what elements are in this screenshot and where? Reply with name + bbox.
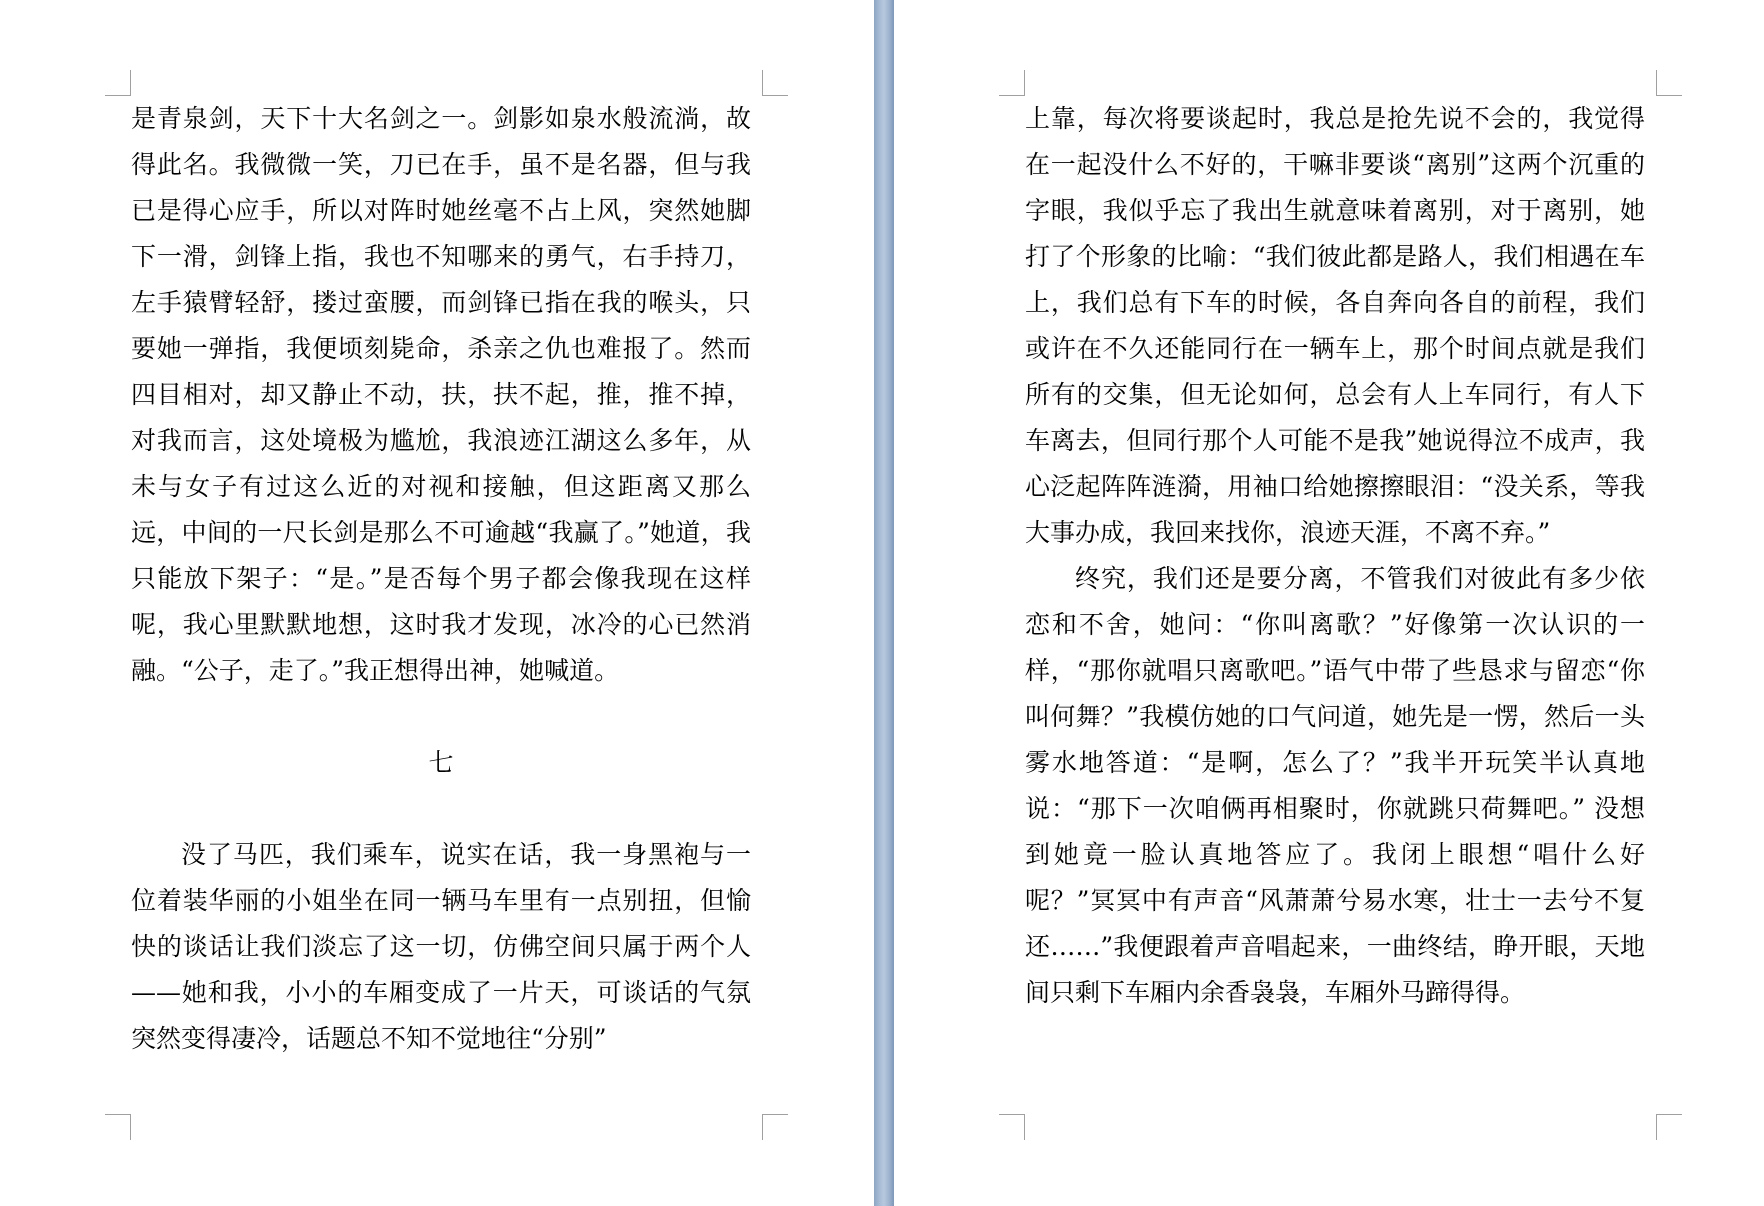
page-divider — [874, 0, 894, 1206]
paragraph: 没了马匹，我们乘车，说实在话，我一身黑袍与一位着装华丽的小姐坐在同一辆马车里有一点别扭，但愉快的谈话让我们淡忘了这一切，仿佛空间只属于两个人——她和我，小小的车厢变成了一片天，可谈话的气氛突然变得凄冷，话题总不知不觉地往“分别” — [131, 840, 751, 1053]
margin-corner-bottom-right — [762, 1114, 788, 1140]
margin-corner-top-right — [762, 70, 788, 96]
chapter-heading: 七 — [428, 748, 454, 777]
paragraph: 终究，我们还是要分离，不管我们对彼此有多少依恋和不舍，她问：“你叫离歌？”好像第一次认识的一样，“那你就唱只离歌吧。”语气中带了些恳求与留恋“你叫何舞？”我模仿她的口气问道，她先是一愣，然后一头雾水地答道：“是啊，怎么了？”我半开玩笑半认真地说：“那下一次咱俩再相聚时，你就跳只荷舞吧。” 没想到她竟一脸认真地答应了。我闭上眼想“唱什么好呢？”冥冥中有声音“风萧萧兮易水寒，壮士一去兮不复还……”我便跟着声音唱起来，一曲终结，睁开眼，天地间只剩下车厢内余香袅袅，车厢外马蹄得得。 — [1025, 564, 1645, 1007]
margin-corner-top-right — [1656, 70, 1682, 96]
margin-corner-top-left — [105, 70, 131, 96]
margin-corner-bottom-left — [105, 1114, 131, 1140]
margin-corner-bottom-right — [1656, 1114, 1682, 1140]
margin-corner-top-left — [999, 70, 1025, 96]
right-page-text — [1025, 96, 1645, 1016]
paragraph: 上靠，每次将要谈起时，我总是抢先说不会的，我觉得在一起没什么不好的，干嘛非要谈“离别”这两个沉重的字眼，我似乎忘了我出生就意味着离别，对于离别，她打了个形象的比喻：“我们彼此都是路人，我们相遇在车上，我们总有下车的时候，各自奔向各自的前程，我们或许在不久还能同行在一辆车上，那个时间点就是我们所有的交集，但无论如何，总会有人上车同行，有人下车离去，但同行那个人可能不是我”她说得泣不成声，我心泛起阵阵涟漪，用袖口给她擦擦眼泪：“没关系，等我大事办成，我回来找你，浪迹天涯，不离不弃。” — [1025, 104, 1645, 547]
margin-corner-bottom-left — [999, 1114, 1025, 1140]
left-page — [0, 0, 874, 1206]
left-page-text — [131, 96, 751, 1062]
paragraph: 是青泉剑，天下十大名剑之一。剑影如泉水般流淌，故得此名。我微微一笑，刀已在手，虽不是名器，但与我已是得心应手，所以对阵时她丝毫不占上风，突然她脚下一滑，剑锋上指，我也不知哪来的勇气，右手持刀，左手猿臂轻舒，搂过蛮腰，而剑锋已指在我的喉头，只要她一弹指，我便顷刻毙命，杀亲之仇也难报了。然而四目相对，却又静止不动，扶，扶不起，推，推不掉，对我而言，这处境极为尴尬，我浪迹江湖这么多年，从未与女子有过这么近的对视和接触，但这距离又那么远，中间的一尺长剑是那么不可逾越“我赢了。”她道，我只能放下架子：“是。”是否每个男子都会像我现在这样呢，我心里默默地想，这时我才发现，冰冷的心已然消融。“公子，走了。”我正想得出神，她喊道。 — [131, 104, 751, 685]
right-page — [894, 0, 1764, 1206]
